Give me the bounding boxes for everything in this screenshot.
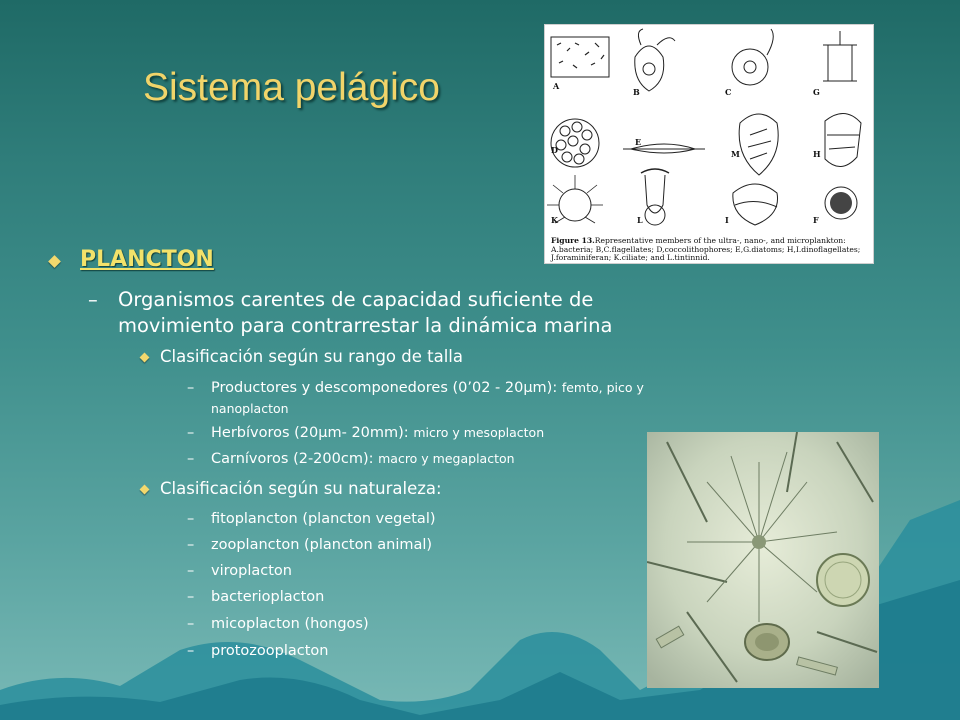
size-item-3-main: Carnívoros (2-200cm):: [211, 451, 379, 467]
figure-label-i: I: [725, 215, 729, 225]
nature-item-protozooplacton: protozooplacton: [211, 643, 329, 659]
figure-label-k: K: [551, 215, 558, 225]
figure-caption-text: Representative members of the ultra-, nano-, and microplankton: A.bacteria; B,C.flagellates; D,coccolithophores; E,G.diatoms; H,I.dinoflagellates; J.foraminiferan; K.ciliate; and L.tintinnid.: [551, 236, 861, 263]
figure-label-d: D: [551, 145, 558, 155]
dash-bullet: –: [187, 511, 195, 527]
size-item-3: [211, 451, 515, 467]
nature-item-micoplacton: micoplacton (hongos): [211, 616, 369, 632]
size-item-2: [211, 425, 544, 441]
figure-label-h: H: [813, 149, 821, 159]
size-item-1: [211, 380, 644, 396]
slide-title: Sistema pelágico: [143, 66, 440, 109]
plankton-drawings: [545, 25, 873, 235]
nature-item-zooplancton: zooplancton (plancton animal): [211, 537, 433, 553]
plancton-heading: PLANCTON: [80, 247, 214, 272]
figure-label-b: B: [633, 87, 640, 97]
definition-line-2: movimiento para contrarrestar la dinámica marina: [118, 314, 613, 337]
size-item-1-main: Productores y descomponedores (0’02 - 20μm):: [211, 380, 562, 396]
figure-label-g: G: [813, 87, 820, 97]
figure-caption: [551, 237, 869, 263]
plankton-illustration-figure: [544, 24, 874, 264]
figure-label-f: F: [813, 215, 819, 225]
plankton-microscope-photo: [647, 432, 879, 688]
nature-item-viroplacton: viroplacton: [211, 563, 292, 579]
definition-line-1: Organismos carentes de capacidad suficiente de: [118, 288, 594, 311]
nature-item-fitoplancton: fitoplancton (plancton vegetal): [211, 511, 436, 527]
dash-bullet: –: [187, 537, 195, 553]
figure-label-l: L: [637, 215, 643, 225]
size-item-2-detail: micro y mesoplacton: [413, 425, 545, 440]
figure-label-m: M: [731, 149, 740, 159]
dash-bullet: –: [187, 643, 195, 659]
size-classification-label: Clasificación según su rango de talla: [160, 347, 464, 366]
dash-bullet: –: [187, 451, 195, 467]
dash-bullet: –: [187, 425, 195, 441]
figure-label-c: C: [725, 87, 732, 97]
nature-classification-label: Clasificación según su naturaleza:: [160, 479, 442, 498]
dash-bullet: –: [187, 563, 195, 579]
figure-label-a: A: [553, 81, 560, 91]
dash-bullet: –: [187, 380, 195, 396]
nature-item-bacterioplacton: bacterioplacton: [211, 589, 325, 605]
dash-bullet: –: [187, 589, 195, 605]
size-item-3-detail: macro y megaplacton: [378, 451, 515, 466]
dash-bullet: –: [88, 288, 98, 311]
dash-bullet: –: [187, 616, 195, 632]
figure-caption-title: Figure 13.: [551, 236, 595, 245]
size-item-1-detail-continued: nanoplacton: [211, 401, 289, 416]
size-item-2-main: Herbívoros (20μm- 20mm):: [211, 425, 414, 441]
size-item-1-detail: femto, pico y: [561, 380, 644, 395]
figure-label-e: E: [635, 137, 642, 147]
